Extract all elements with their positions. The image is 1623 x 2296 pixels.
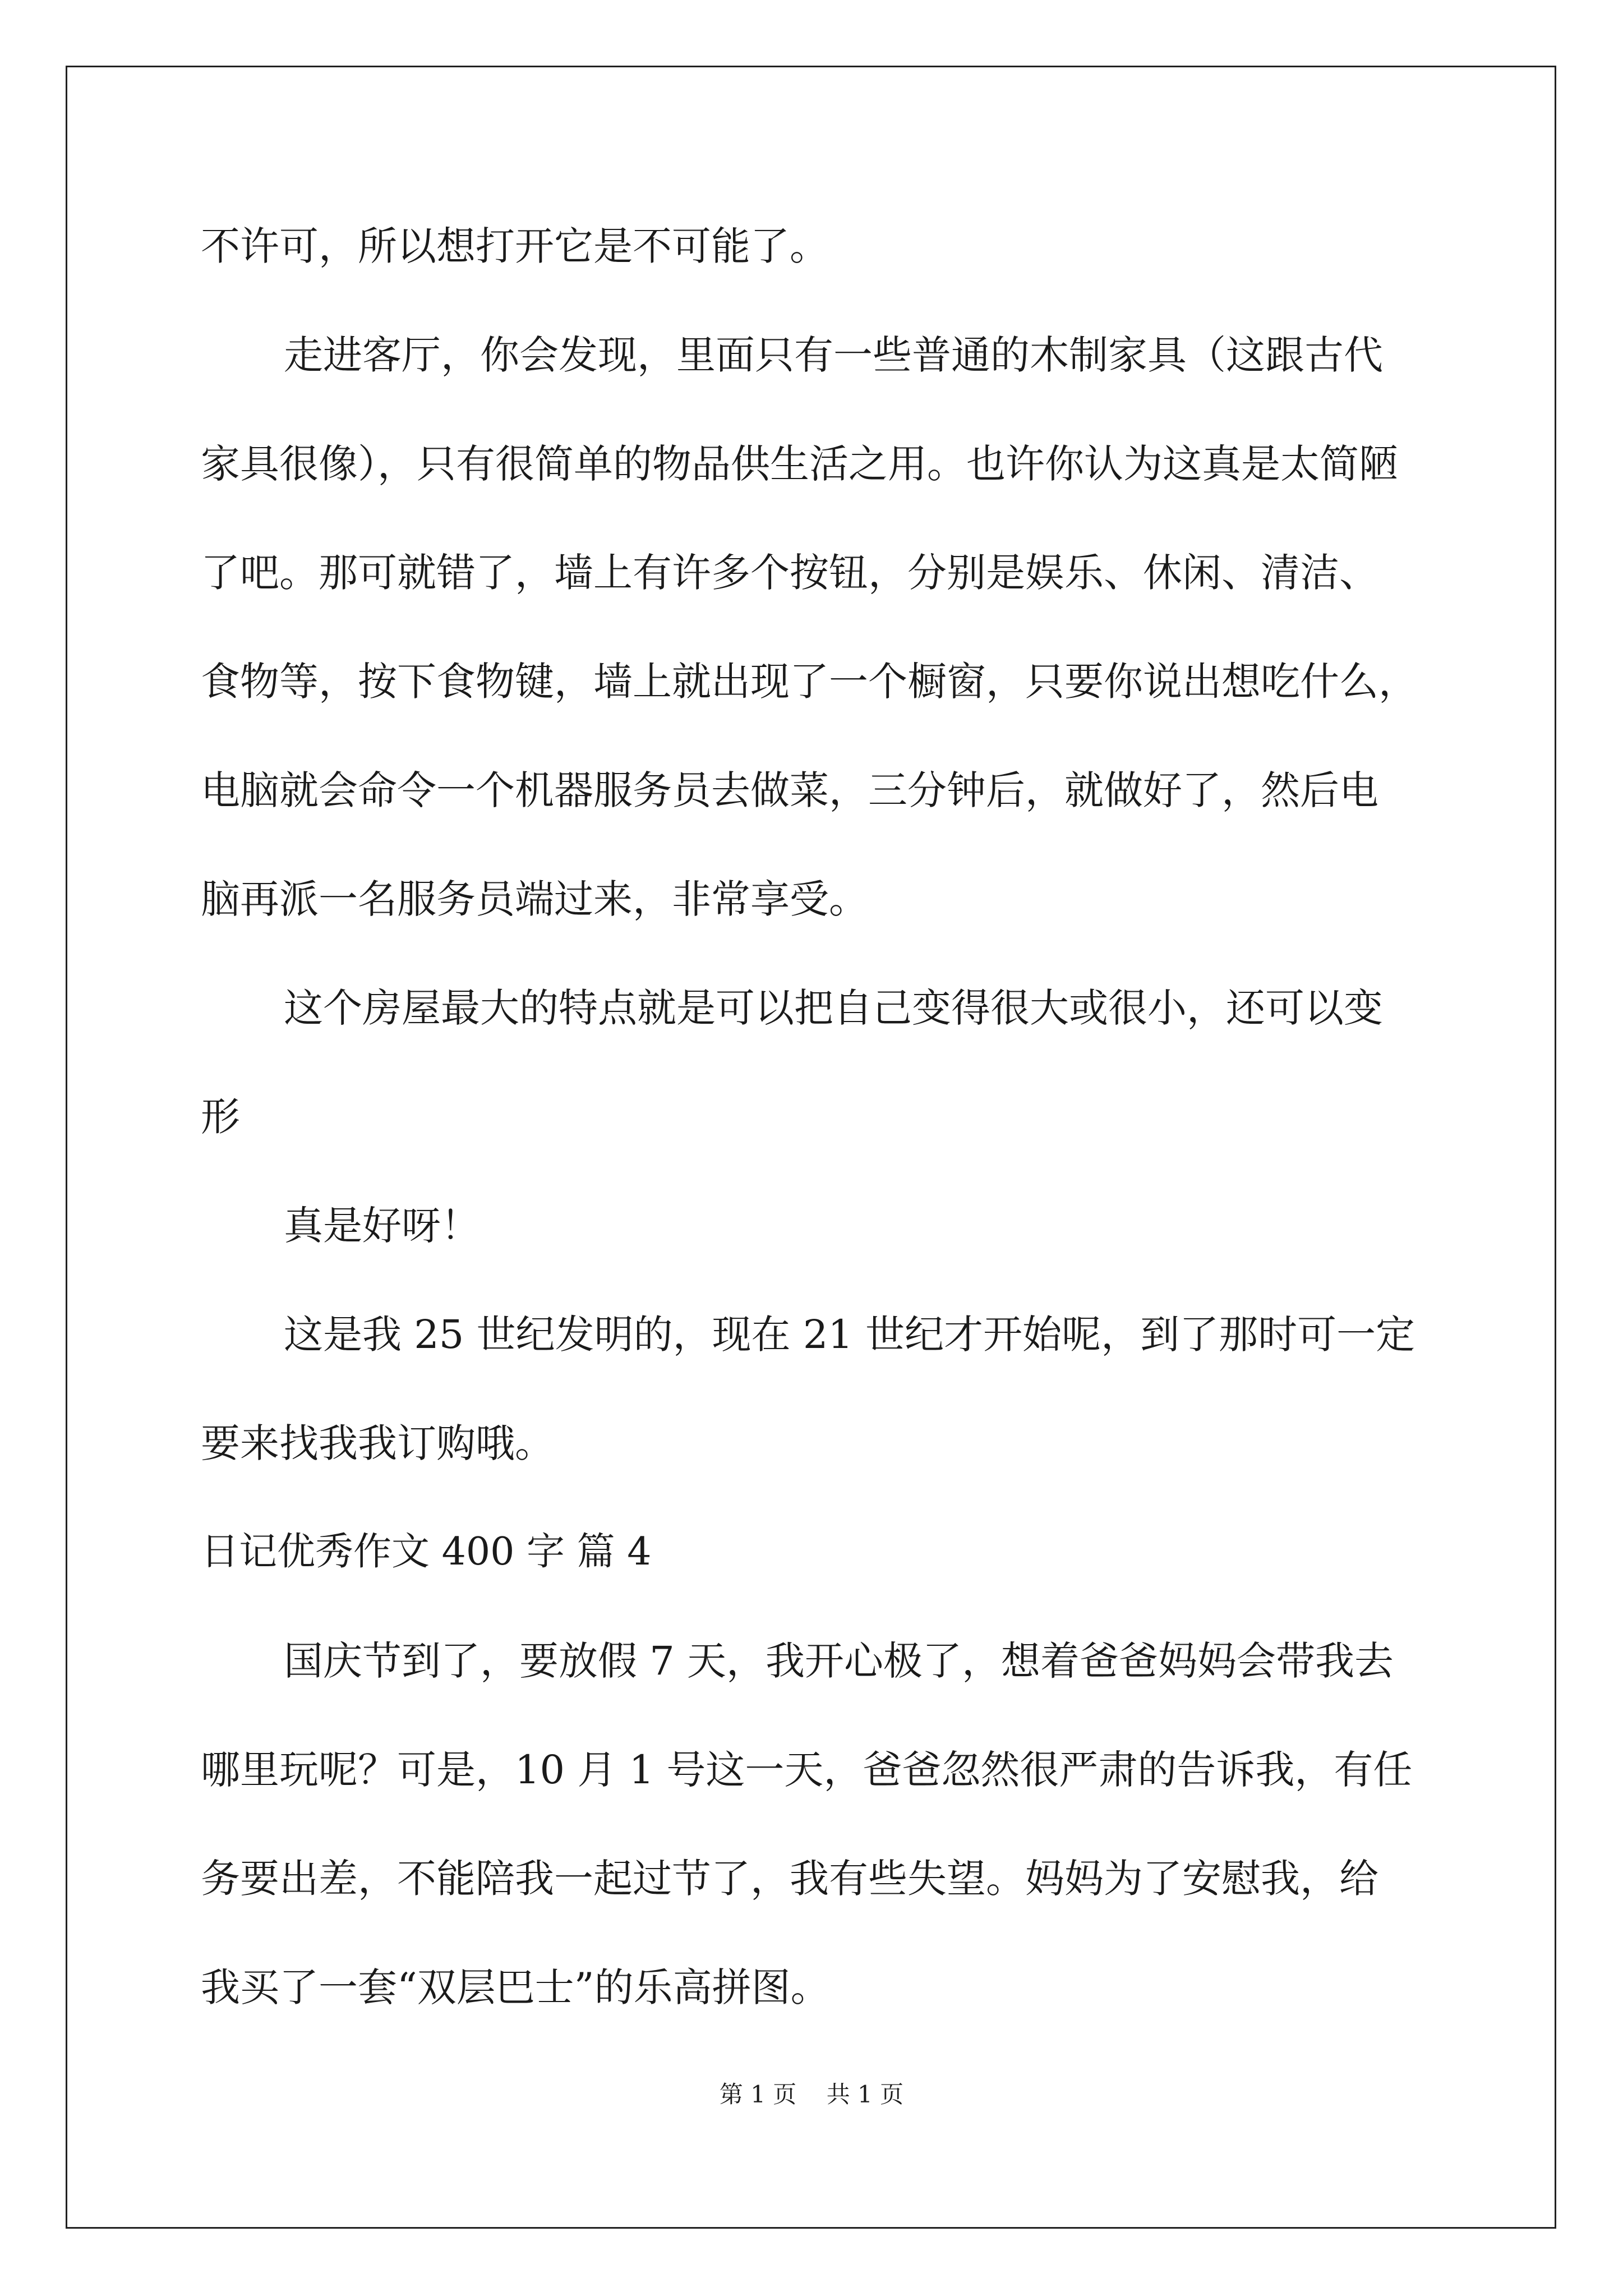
page-footer: 第 1 页 共 1 页 bbox=[719, 2081, 904, 2108]
section-heading: 日记优秀作文 400 字 篇 4 bbox=[201, 1530, 652, 1574]
text-line: 家具很像），只有很简单的物品供生活之用。也许你认为这真是太简陋 bbox=[201, 441, 1398, 487]
text-line: 了吧。那可就错了，墙上有许多个按钮，分别是娱乐、休闲、清洁、 bbox=[201, 550, 1378, 596]
text-line: 形 bbox=[201, 1094, 240, 1140]
paragraph-start-line: 这是我 25 世纪发明的，现在 21 世纪才开始呢，到了那时可一定 bbox=[284, 1312, 1415, 1358]
text-line: 脑再派一名服务员端过来，非常享受。 bbox=[201, 876, 868, 922]
text-line: 我买了一套“双层巴士”的乐高拼图。 bbox=[201, 1964, 830, 2010]
paragraph-start-line: 国庆节到了，要放假 7 天，我开心极了，想着爸爸妈妈会带我去 bbox=[284, 1638, 1394, 1684]
text-line: 哪里玩呢？可是，10 月 1 号这一天，爸爸忽然很严肃的告诉我，有任 bbox=[201, 1747, 1413, 1793]
text-line: 要来找我我订购哦。 bbox=[201, 1420, 554, 1466]
text-line: 务要出差，不能陪我一起过节了，我有些失望。妈妈为了安慰我，给 bbox=[201, 1856, 1378, 1902]
text-line: 食物等，按下食物键，墙上就出现了一个橱窗，只要你说出想吃什么， bbox=[201, 659, 1418, 705]
text-line: 不许可，所以想打开它是不可能了。 bbox=[201, 223, 829, 269]
paragraph-start-line: 走进客厅，你会发现，里面只有一些普通的木制家具（这跟古代 bbox=[284, 332, 1383, 378]
paragraph-start-line: 真是好呀！ bbox=[284, 1203, 480, 1249]
paragraph-start-line: 这个房屋最大的特点就是可以把自己变得很大或很小，还可以变 bbox=[284, 985, 1383, 1031]
page-border bbox=[66, 66, 1556, 2229]
text-line: 电脑就会命令一个机器服务员去做菜，三分钟后，就做好了，然后电 bbox=[201, 767, 1378, 813]
